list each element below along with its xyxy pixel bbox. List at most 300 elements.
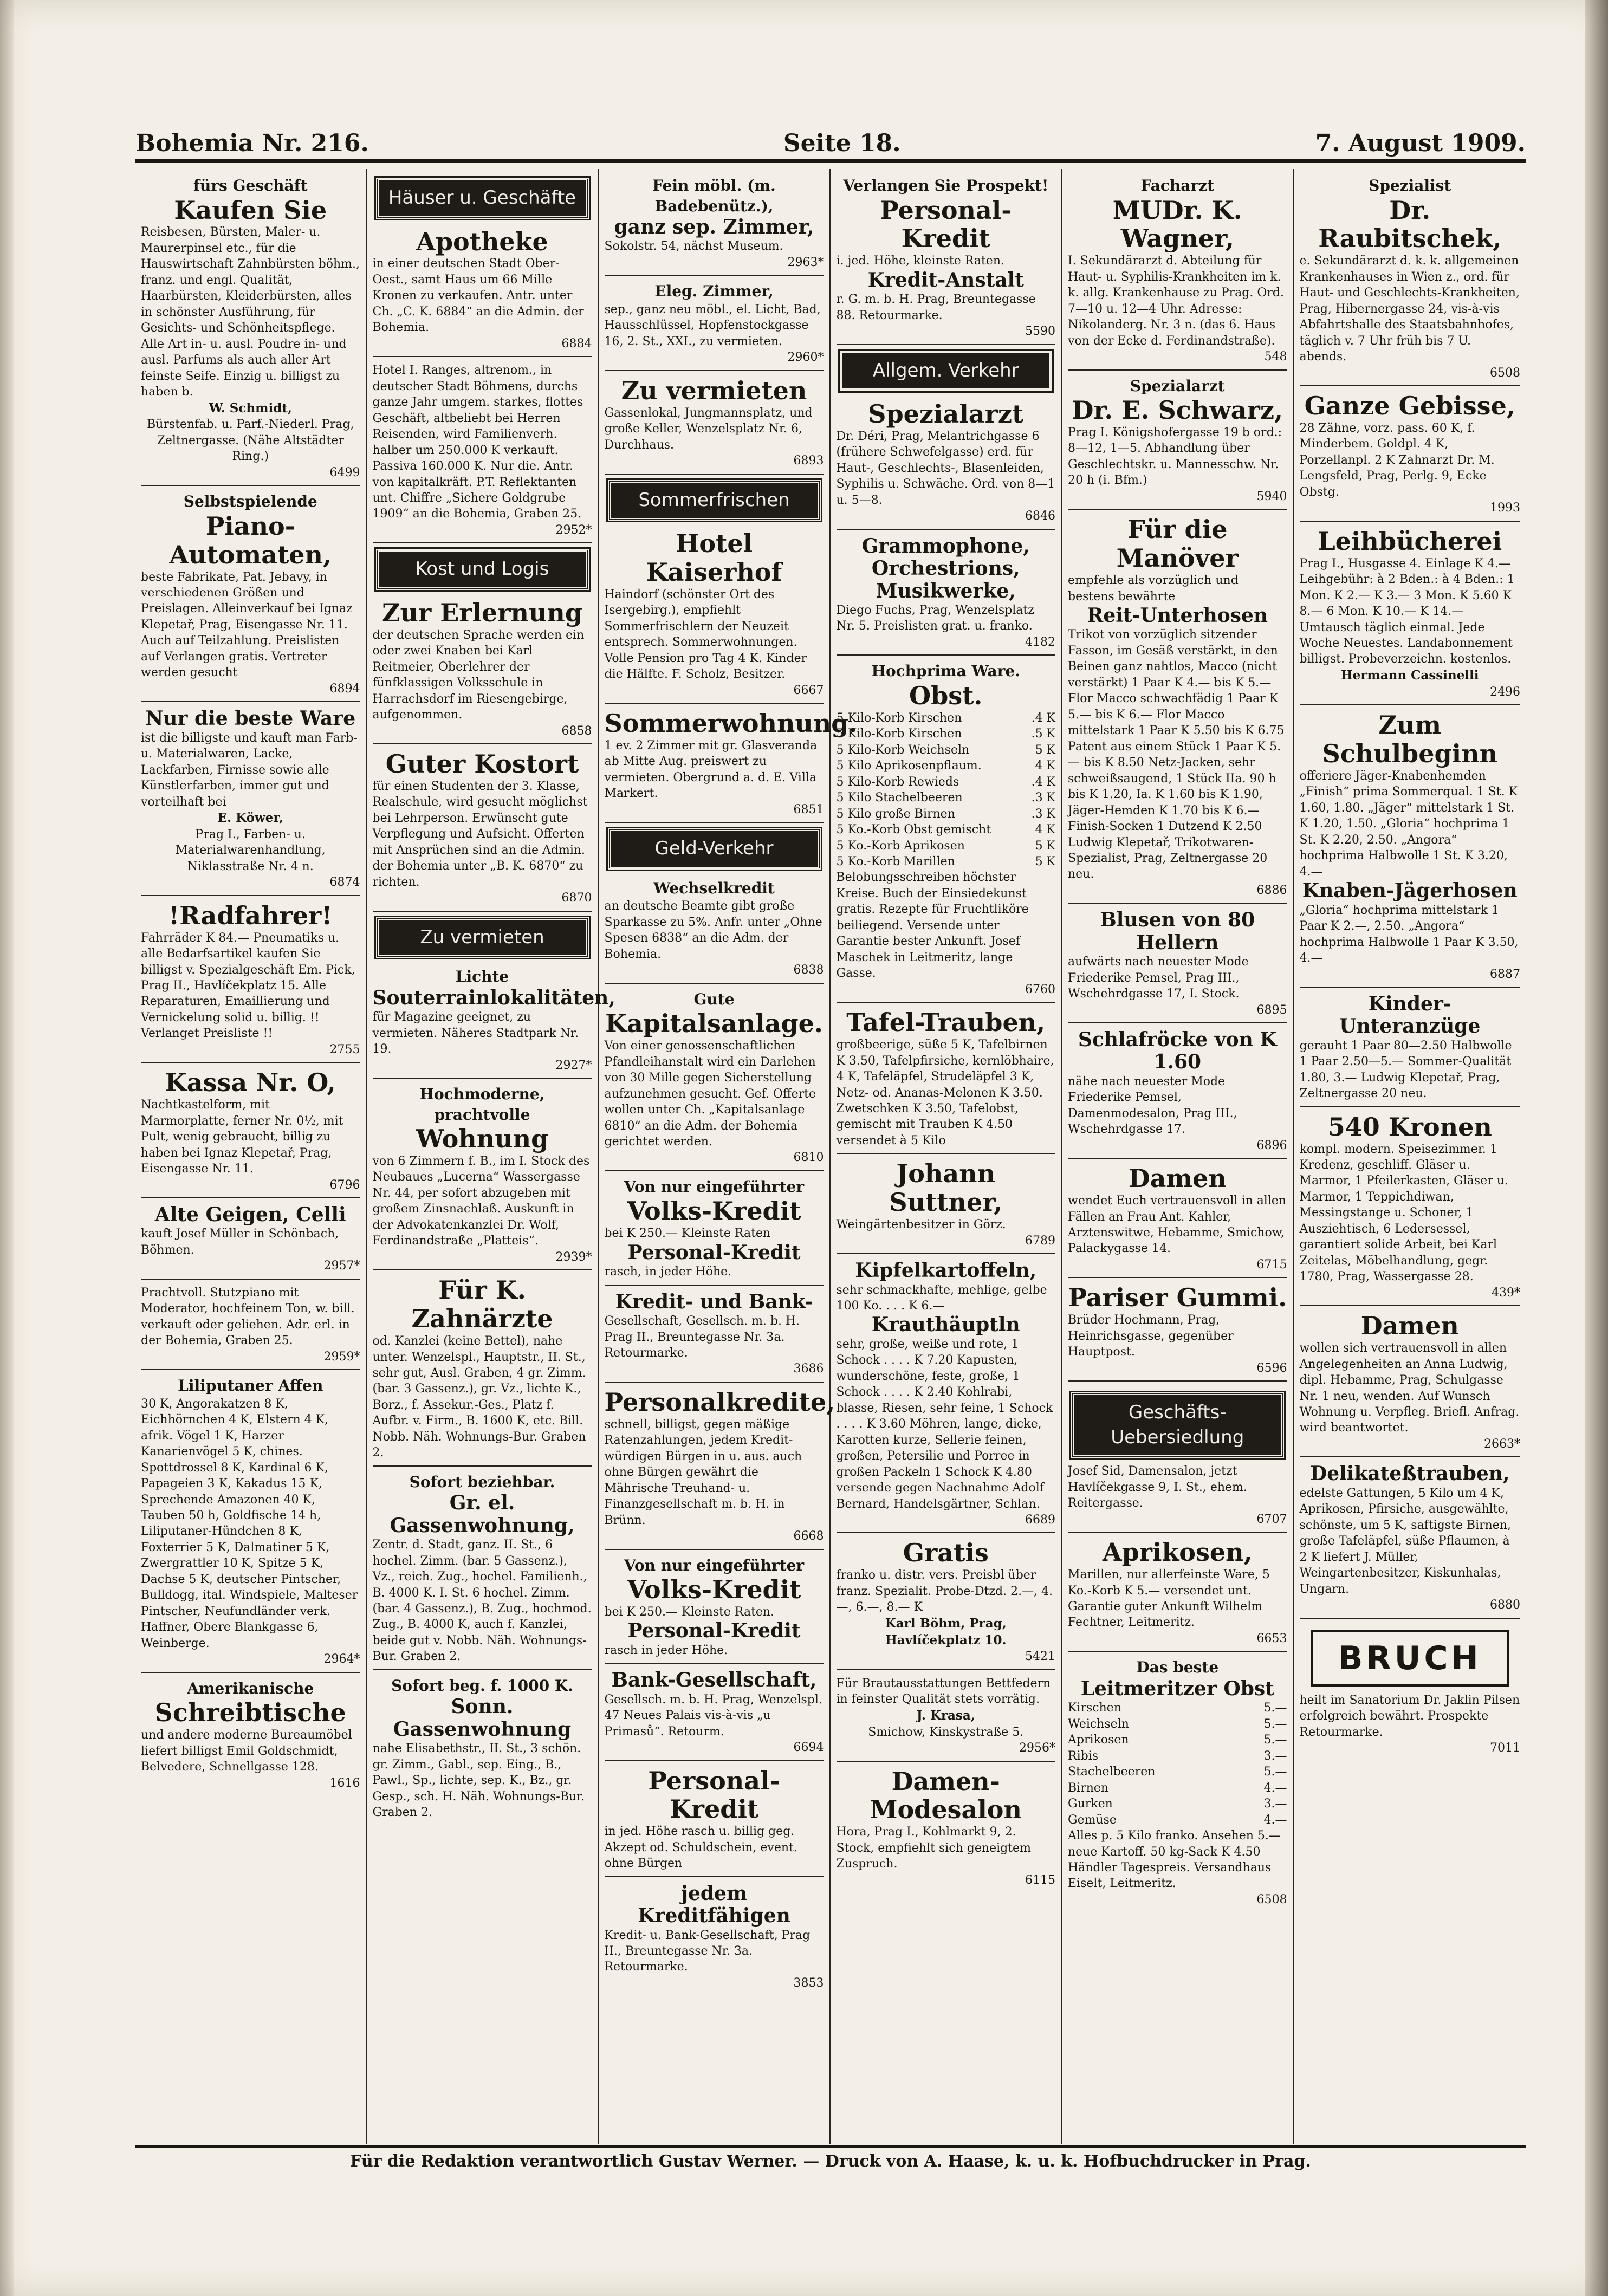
ad-number: 6893 — [793, 454, 824, 468]
ad-body: Reisbesen, Bürsten, Maler- u. Maurerpinsel etc., für die Hauswirtschaft Zahnbürsten böhm., franz. und engl. Qualität, Haarbürsten, Kleiderbürsten, alles in schönster Ausführung, für Gesichts- und Schönheitspflege. Alle Art in- u. ausl. Poudre in- und ausl. Parfums als auch aller Art feinste Seife. Einzig u. billigst zu haben b. — [141, 225, 360, 399]
ad-body: 1 ev. 2 Zimmer mit gr. Glasveranda ab Mitte Aug. preiswert zu vermieten. Obergrund a. d. E. Villa Markert. — [604, 739, 818, 801]
ad-headline: Zum Schulbeginn — [1322, 710, 1498, 769]
ad-body: nahe Elisabethstr., II. St., 3 schön. gr. Zimm., Gabl., sep. Eing., B., Pawl., Sp., lichte, sep. K., Bz., gr. Gesp., sch. H. Näh. Wohnungs-Bur. Graben 2. — [372, 1742, 585, 1820]
ad-headline: Personalkredite, — [604, 1387, 835, 1417]
ad-advertiser: W. Schmidt, — [209, 400, 292, 416]
price-row — [837, 710, 1056, 726]
classified-ad — [141, 1372, 360, 1672]
ad-subheadline: Krauthäuptln — [871, 1313, 1020, 1337]
ad-headline: Kredit- und Bank- — [615, 1290, 813, 1313]
ad-body: großbeerige, süße 5 K, Tafelbirnen K 3.50, Tafelpfirsiche, kernlöbhaire, 4 K, Tafeläpfel, Strudeläpfel 3 K, Netz- od. Ananas-Melonen K 3.50. Zwetschken K 3.50, Tafelobst, gemischt mit Trauben K 4.50 versendet à 5 Kilo — [836, 1038, 1054, 1147]
ad-body: Dr. Déri, Prag, Melantrichgasse 6 (frühere Schwefelgasse) erd. für Haut-, Geschlechts-, Blasenleiden, Syphilis u. Schwäche. Ord. von 8—1 u. 5—8. — [836, 430, 1055, 507]
ad-kicker: Sofort beziehbar. — [409, 1473, 555, 1491]
ad-body: der deutschen Sprache werden ein oder zwei Knaben bei Karl Reitmeier, Oberlehrer der fünfklassigen Volksschule in Harrachsdorf im Riesengebirge, aufgenommen. — [372, 628, 585, 722]
ad-number: 6880 — [1490, 1598, 1520, 1612]
ad-headline: Volks-Kredit — [627, 1196, 801, 1226]
classified-ad — [837, 1764, 1056, 1893]
column-5 — [1062, 169, 1294, 2144]
ad-headline: Tafel-Trauben, — [846, 1008, 1046, 1037]
classified-ad — [605, 172, 824, 276]
classified-ad — [1300, 1460, 1521, 1618]
classified-ad — [604, 1385, 835, 1550]
ad-number: 6846 — [1025, 509, 1055, 523]
ad-body: heilt im Sanatorium Dr. Jaklin Pilsen erfolgreich bewährt. Prospekte Retourmarke. — [1299, 1693, 1520, 1739]
ad-number: 6870 — [561, 891, 592, 905]
ad-body: Weingärtenbesitzer in Görz. — [836, 1218, 1006, 1232]
classified-ad — [1300, 1110, 1521, 1307]
classified-ad — [1300, 708, 1521, 988]
ad-body: Gesellschaft, Gesellsch. m. b. H. Prag II., Breuntegasse Nr. 3a. Retourmarke. — [604, 1314, 800, 1360]
ad-number: 6668 — [793, 1529, 824, 1543]
ad-body: Alles p. 5 Kilo franko. Ansehen 5.— neue Kartoff. 50 kg-Sack K 4.50 Händler Tagespreis. Versandhaus Eiselt, Leitmeritz. — [1068, 1829, 1281, 1891]
ad-body: Sokolstr. 54, nächst Museum. — [604, 239, 783, 254]
price-row — [1068, 1700, 1287, 1716]
price-row — [837, 806, 1056, 822]
ad-number: 6596 — [1256, 1361, 1287, 1375]
classified-ad — [1300, 1308, 1521, 1457]
classified-ad — [1068, 1535, 1287, 1652]
ad-subheadline: Kredit-Anstalt — [867, 268, 1024, 291]
ad-headline: Apotheke — [416, 226, 548, 256]
ad-headline: Aprikosen, — [1102, 1538, 1253, 1567]
ad-number: 2959* — [323, 1350, 360, 1364]
price-item: 5 Kilo große Birnen — [836, 807, 955, 821]
ad-body: Gesellsch. m. b. H. Prag, Wenzelspl. 47 Neues Palais vis-à-vis „u Primasů“. Retourm. — [604, 1692, 822, 1739]
ad-headline: Personal-Kredit — [880, 195, 1012, 254]
ad-number: 6508 — [1256, 1892, 1287, 1906]
ad-headline: Piano-Automaten, — [169, 511, 332, 569]
ad-number: 6760 — [1025, 982, 1055, 996]
section-header-box: Kost und Logis — [376, 549, 589, 590]
ad-body: kauft Josef Müller in Schönbach, Böhmen. — [141, 1227, 339, 1257]
ad-body: Von einer genossenschaftlichen Pfandleihanstalt wird ein Darlehen von 30 Mille gegen Sicherstellung aufzunehmen gesucht. Gef. Offerte wollen unter Ch. „Kapitalsanlage 6810“ an die Adm. der Bohemia gerichtet werden. — [604, 1039, 816, 1149]
classified-ad — [605, 373, 824, 475]
ad-body: Kredit- u. Bank-Gesellschaft, Prag II., Breuntegasse Nr. 3a. Retourmarke. — [604, 1928, 811, 1974]
price-value: .3 K — [1031, 807, 1055, 821]
classified-ad — [141, 1065, 360, 1198]
ad-number: 6884 — [561, 336, 592, 351]
ad-headline: Personal-Kredit — [648, 1766, 780, 1824]
ad-body: i. jed. Höhe, kleinste Raten. — [836, 254, 1004, 268]
ad-number: 6895 — [1256, 1003, 1287, 1017]
ad-headline: Dr. Raubitschek, — [1318, 195, 1502, 254]
footer-rule — [135, 2145, 1526, 2148]
classified-ad — [837, 1535, 1056, 1670]
column-3 — [599, 169, 858, 2144]
price-row — [1068, 1812, 1287, 1828]
ad-kicker: Das beste — [1136, 1658, 1219, 1677]
classified-ad — [1068, 512, 1287, 904]
ad-number: 439* — [1492, 1286, 1520, 1300]
price-item: Weichseln — [1068, 1717, 1129, 1731]
page-number: Seite 18. — [783, 129, 901, 157]
ad-body-2: rasch in jeder Höhe. — [604, 1643, 728, 1657]
ad-headline: Ganze Gebisse, — [1304, 391, 1515, 421]
ad-headline: Wohnung — [416, 1124, 549, 1154]
price-row — [1068, 1732, 1287, 1748]
ad-headline: ganz sep. Zimmer, — [614, 216, 814, 239]
ad-body: in jed. Höhe rasch u. billig geg. Akzept od. Schuldschein, event. ohne Bürgen — [604, 1825, 797, 1871]
ad-headline: jedem Kreditfähigen — [638, 1882, 790, 1928]
ad-body: und andere moderne Bureaumöbel liefert billigst Emil Goldschmidt, Belvedere, Schnellgasse 128. — [141, 1728, 352, 1774]
ad-body: I. Sekundärarzt d. Abteilung für Haut- u. Syphilis-Krankheiten im k. k. allg. Krankenhause zu Prag. Ord. 7—10 u. 12—4 Uhr. Adresse: Nikolanderg. Nr. 3 n. (das 6. Haus von der Ecke d. Ferdinandstraße). — [1068, 254, 1284, 348]
classified-ad — [1068, 1280, 1287, 1382]
classified-ad — [837, 658, 1056, 1003]
ad-body: schnell, billigst, gegen mäßige Ratenzahlungen, jedem Kredit-würdigen Bürgen in u. aus. auch ohne Bürgen gewährt die Mährische Treuhand- u. Finanzgesellschaft m. b. H. in Brünn. — [604, 1417, 802, 1527]
ad-headline: Volks-Kredit — [627, 1575, 801, 1605]
price-row — [1068, 1796, 1287, 1812]
price-row — [837, 726, 1056, 742]
ad-headline: Zu vermieten — [621, 375, 807, 405]
price-list — [837, 710, 1056, 870]
ad-number: 6838 — [793, 963, 824, 977]
ad-body: für Magazine geeignet, zu vermieten. Näheres Stadtpark Nr. 19. — [372, 1010, 579, 1056]
price-value: 3.— — [1263, 1749, 1287, 1763]
ad-headline: Leitmeritzer Obst — [1080, 1677, 1274, 1700]
classified-ad — [605, 1288, 824, 1383]
price-row — [837, 822, 1056, 838]
classified-ad — [1300, 1621, 1521, 1761]
classified-ad — [141, 898, 360, 1063]
ad-subheadline: Personal-Kredit — [627, 1619, 801, 1643]
ad-headline: Hotel Kaiserhof — [646, 529, 782, 587]
price-value: 4 K — [1035, 823, 1055, 837]
ad-body: bei K 250.— Kleinste Raten. — [604, 1605, 775, 1619]
ad-number: 2960* — [787, 351, 824, 365]
ad-headline: Damen — [1360, 1311, 1459, 1341]
scan-margin-left — [0, 0, 14, 2296]
ad-kicker: fürs Geschäft — [193, 177, 308, 194]
price-value: 4 K — [1035, 759, 1055, 773]
classified-ad — [605, 986, 824, 1171]
classified-ad — [1068, 1384, 1287, 1533]
price-item: 5 Ko.-Korb Aprikosen — [836, 839, 965, 853]
ad-body: edelste Gattungen, 5 Kilo um 4 K, Aprikosen, Pfirsiche, ausgewählte, schönste, um 5 K, saftigste Birnen, große Tafeläpfel, süße Pflaumen, à 2 K liefert J. Müller, Weingartenbesitzer, Kiskunhalas, Ungarn. — [1299, 1486, 1511, 1596]
ad-number: 6810 — [793, 1151, 824, 1165]
ad-number: 1993 — [1490, 501, 1520, 515]
issue-date: 7. August 1909. — [1315, 129, 1526, 157]
classified-ad — [141, 488, 360, 702]
price-item: Aprikosen — [1068, 1733, 1129, 1747]
section-header-box: Geld-Verkehr — [608, 828, 821, 870]
price-value: 5 K — [1035, 743, 1055, 757]
ad-advertiser: E. Köwer, — [217, 810, 283, 826]
ad-headline: MUDr. K. Wagner, — [1112, 195, 1242, 254]
ad-body: 28 Zähne, vorz. pass. 60 K, f. Minderbem. Goldpl. 4 K, Porzellanpl. 2 K Zahnarzt Dr. M. Lengsfeld, Prag, Perlg. 9, Ecke Obstg. — [1299, 421, 1495, 499]
ad-number: 2927* — [555, 1058, 592, 1072]
ad-number: 5940 — [1256, 489, 1287, 503]
classified-ad — [1300, 172, 1521, 386]
ad-body: Belobungsschreiben höchster Kreise. Buch der Einsiedekunst gratis. Rezepte für Fruchtliköre beiliegend. Versende unter Garantie bester Ankunft. Josef Maschek in Leitmeritz, lange Gasse. — [836, 871, 1029, 981]
ad-number: 6896 — [1256, 1138, 1287, 1152]
section-header-box: Zu vermieten — [376, 917, 589, 958]
ad-body: kompl. modern. Speisezimmer. 1 Kredenz, geschliff. Gläser u. Marmor, 1 Pfeilerkasten, Gläser u. Marmor, 1 Teppichdiwan, Messingstange u. Schoner, 1 Ausziehtisch, 6 Ledersessel, garantiert solide Arbeit, bei Karl Zeitelas, Möbelhandlung, gegr. 1780, Prag, Wassergasse 28. — [1299, 1142, 1508, 1284]
ad-headline: Kinder-Unteranzüge — [1339, 993, 1481, 1038]
ad-body: e. Sekundärarzt d. k. k. allgemeinen Krankenhauses in Wien z., ord. für Haut- und Geschlechts-Krankheiten, Prag, Hibernergasse 24, vis-à-vis Abfahrtshalle des Staatsbahnhofes, täglich v. 7 Uhr früh bis 7 U. abends. — [1299, 254, 1520, 364]
ad-headline: Delikateßtrauben, — [1309, 1462, 1510, 1486]
price-value: 5.— — [1263, 1765, 1287, 1779]
ad-body: 30 K, Angorakatzen 8 K, Eichhörnchen 4 K, Elstern 4 K, afrik. Vögel 1 K, Harzer Kanarienvögel 5 K, chines. Spottdrossel 8 K, Kardinal 6 K, Papageien 3 K, Kakadus 15 K, Sprechende Amazonen 40 K, Tauben 50 h, Goldfische 14 h, Liliputaner-Hündchen 8 K, Foxterrier 5 K, Dalmatiner 5 K, Zwergrattler 10 K, Spitze 5 K, Dachse 5 K, deutscher Pintscher, Bulldogg, ital. Windspiele, Malteser Pintscher, Neufundländer verk. Haffner, Obere Blankgasse 6, Weinberge. — [141, 1397, 358, 1650]
price-item: Birnen — [1068, 1781, 1109, 1795]
price-item: Stachelbeeren — [1068, 1765, 1156, 1779]
ad-body: sehr schmackhafte, mehlige, gelbe 100 Ko. . . . K 6.— — [836, 1283, 1047, 1313]
price-row — [1068, 1764, 1287, 1780]
ad-kicker: Spezialarzt — [1130, 377, 1225, 395]
ad-headline: Gratis — [903, 1538, 989, 1568]
price-list — [1068, 1700, 1287, 1828]
classified-ad — [837, 172, 1056, 345]
ad-number: 6851 — [793, 802, 824, 816]
price-item: 5 Kilo-Korb Weichseln — [836, 743, 970, 757]
classified-ad — [1068, 1654, 1287, 1912]
ad-body: Für Brautausstattungen Bettfedern in feinster Qualität stets vorrätig. — [836, 1676, 1051, 1707]
ad-body: empfehle als vorzüglich und bestens bewährte — [1068, 574, 1239, 604]
ad-kicker: Von nur eingeführter — [624, 1177, 805, 1196]
ad-headline: Kipfelkartoffeln, — [855, 1259, 1037, 1282]
ad-body-2: sehr, große, weiße und rote, 1 Schock . . . . K 7.20 Kapusten, wunderschöne, feste, große, 1 Schock . . . . K 2.40 Kohlrabi, blasse, Riesen, sehr feine, 1 Schock . . . . K 3.60 Möhren, lange, dicke, Karotten kurze, Sellerie feinen, großen, Petersilie und Porree in großen Packeln 1 Schock K 4.80 versende gegen Nachnahme Adolf Bernard, Handelsgärtner, Schlan. — [836, 1337, 1053, 1511]
ad-headline: Johann Suttner, — [889, 1159, 1003, 1217]
price-value: 5.— — [1263, 1733, 1287, 1747]
ad-body: Prachtvoll. Stutzpiano mit Moderator, hochfeinem Ton, w. bill. verkauft oder geliehen. Adr. erl. in der Bohemia, Graben 25. — [141, 1286, 355, 1348]
ad-number: 2496 — [1490, 685, 1520, 699]
ad-body-2: r. G. m. b. H. Prag, Breuntegasse 88. Retourmarke. — [836, 293, 1036, 322]
section-header-box: Allgem. Verkehr — [840, 351, 1053, 392]
ad-boxed-heading: Geschäfts-Uebersiedlung — [1071, 1392, 1284, 1458]
ad-body: Gassenlokal, Jungmannsplatz, und große Keller, Wenzelsplatz Nr. 6, Durchhaus. — [604, 406, 813, 452]
ad-kicker: Amerikanische — [187, 1679, 314, 1697]
ad-number: 2952* — [555, 523, 592, 537]
ad-body: aufwärts nach neuester Mode Friederike Pemsel, Prag III., Wschehrdgasse 17, I. Stock. — [1068, 955, 1249, 1001]
classified-ad — [141, 1675, 360, 1795]
scan-margin-right — [1585, 0, 1608, 2296]
classified-ad — [141, 1201, 360, 1280]
ad-headline: Blusen von 80 Hellern — [1100, 909, 1255, 954]
ad-body: Hora, Prag I., Kohlmarkt 9, 2. Stock, empfiehlt sich geneigtem Zuspruch. — [836, 1825, 1031, 1871]
ad-number: 5421 — [1025, 1650, 1055, 1664]
price-row — [837, 838, 1056, 854]
ad-number: 6115 — [1025, 1873, 1055, 1887]
ad-subheadline: Knaben-Jägerhosen — [1302, 879, 1518, 903]
ad-kicker: Facharzt — [1140, 177, 1215, 194]
ad-number: 2964* — [323, 1652, 360, 1666]
classified-ad — [373, 747, 592, 912]
price-value: .5 K — [1031, 727, 1055, 741]
ad-headline: Alte Geigen, Celli — [154, 1203, 346, 1227]
ad-number: 6887 — [1490, 967, 1520, 981]
ad-body: in einer deutschen Stadt Ober-Oest., samt Haus um 66 Mille Kronen zu verkaufen. Antr. unter Ch. „C. K. 6884“ an die Admin. der Bohemia. — [372, 257, 584, 335]
classified-ad — [373, 224, 592, 358]
ad-body: Brüder Hochmann, Prag, Heinrichsgasse, gegenüber Hauptpost. — [1068, 1313, 1234, 1359]
price-row — [837, 742, 1056, 758]
classified-ad — [373, 1273, 592, 1467]
price-row — [837, 774, 1056, 790]
ad-kicker: Verlangen Sie Prospekt! — [843, 177, 1049, 194]
classified-ad — [1068, 1026, 1287, 1159]
price-value: .4 K — [1031, 775, 1055, 789]
ad-advertiser: J. Krasa, — [916, 1708, 975, 1723]
ad-number: 6508 — [1490, 366, 1520, 380]
classified-ad — [837, 1005, 1056, 1154]
column-2 — [367, 169, 615, 2144]
classified-ad — [605, 1666, 824, 1761]
ad-kicker: Spezialist — [1369, 177, 1451, 194]
ad-number: 7011 — [1490, 1741, 1520, 1755]
ad-headline: 540 Kronen — [1327, 1112, 1492, 1141]
ad-body: Hotel I. Ranges, altrenom., in deutscher Stadt Böhmens, durchs ganze Jahr umgem. starkes, flottes Geschäft, altbeliebt bei Herren Reisenden, wird Familienverh. halber um 250.000 K verkauft. Passiva 160.000 K. Nur die. Antr. von kapitalkräft. P.T. Reflektanten unt. Chiffre „Sichere Goldgrube 1909“ an die Bohemia, Graben 25. — [372, 364, 583, 521]
classified-ad — [373, 1081, 592, 1270]
price-value: 4.— — [1263, 1813, 1287, 1827]
issue-number: Bohemia Nr. 216. — [135, 129, 369, 157]
price-row — [1068, 1716, 1287, 1732]
ad-headline: Nur die beste Ware — [145, 707, 356, 730]
classified-ad — [141, 1282, 360, 1370]
ad-number: 6715 — [1256, 1257, 1287, 1272]
ad-body: franko u. distr. vers. Preisbl über franz. Spezialit. Probe-Dtzd. 2.—, 4.—, 6.—, 8.— K — [836, 1568, 1053, 1614]
classified-ad — [605, 1552, 824, 1664]
section-header-box: Häuser u. Geschäfte — [376, 178, 589, 219]
ad-headline: Dr. E. Schwarz, — [1072, 395, 1283, 425]
section-header-box: Sommerfrischen — [608, 480, 821, 521]
ad-body: Prag I. Königshofergasse 19 b ord.: 8—12, 1—5. Abhandlung über Geschlechtskr. u. Mannesschw. Nr. 20 h (i. Bfm.) — [1068, 425, 1282, 488]
classified-ad — [1068, 373, 1287, 510]
classified-ad — [604, 706, 858, 823]
ad-body: Haindorf (schönster Ort des Isergebirg.), empfiehlt Sommerfrischlern der Neuzeit entsprech. Sommerwohnungen. Volle Pension pro Tag 4 K. Kinder die Hälfte. F. Scholz, Besitzer. — [604, 587, 807, 682]
ad-number: 5590 — [1025, 325, 1055, 339]
ad-number: 6796 — [329, 1178, 360, 1192]
header-rule — [135, 159, 1526, 163]
price-value: 4.— — [1263, 1781, 1287, 1795]
classified-ad — [372, 963, 615, 1079]
bruch-ad-frame — [1311, 1630, 1510, 1687]
price-row — [1068, 1748, 1287, 1764]
ad-headline: Schlafröcke von K 1.60 — [1078, 1028, 1277, 1074]
price-item: 5 Ko.-Korb Marillen — [836, 855, 955, 869]
ad-headline: Schreibtische — [154, 1698, 346, 1728]
ad-headline: Damen-Modesalon — [870, 1766, 1022, 1825]
price-item: Gurken — [1068, 1797, 1113, 1811]
ad-number: 2963* — [787, 255, 824, 269]
ad-address: Bürstenfab. u. Parf.-Niederl. Prag, Zeltnergasse. (Nähe Altstädter Ring.) — [147, 418, 354, 464]
ad-headline: Damen — [1128, 1164, 1227, 1194]
ad-subheadline: Personal-Kredit — [627, 1241, 801, 1264]
ad-kicker: Selbstspielende — [183, 492, 317, 511]
classified-ad — [1300, 388, 1521, 522]
ad-number: 2663* — [1484, 1437, 1520, 1451]
ad-kicker: Sofort beg. f. 1000 K. — [391, 1676, 573, 1695]
ad-number: 6689 — [1025, 1513, 1055, 1527]
classified-ad — [837, 532, 1056, 656]
price-value: 5.— — [1263, 1717, 1287, 1731]
ad-number: 6874 — [329, 875, 360, 890]
classified-ad — [373, 1469, 592, 1670]
ad-headline: Kapitalsanlage. — [605, 1009, 823, 1039]
ad-columns — [135, 169, 1526, 2144]
ad-headline: Pariser Gummi. — [1068, 1283, 1287, 1313]
ad-kicker: Liliputaner Affen — [178, 1377, 323, 1395]
classified-ad — [605, 278, 824, 371]
price-item: 5 Ko.-Korb Obst gemischt — [836, 823, 991, 837]
ad-body-2: Trikot von vorzüglich sitzender Fasson, im Gesäß verstärkt, in den Beinen ganz nahtlos, Macco (nicht verstärkt) 1 Paar K 4.— bis K 5.— Flor Macco schwachfädig 1 Paar K 5.— bis K 6.— Flor Macco mittelstark 1 Paar K 5.50 bis K 6.75 Patent aus einem Stück 1 Paar K 5.— bis K 8.50 Netz-Jacken, sehr schweißsaugend, 1 Stück IIa. 90 h bis K 1.20, Ia. K 1.60 bis K 1.90, Jäger-Hemden K 1.70 bis K 6.— Finish-Socken 1 Dutzend K 2.50 Ludwig Klepetař, Trikotwaren-Spezialist, Prag, Zeltnergasse 20 neu. — [1068, 628, 1285, 881]
bruch-title: BRUCH — [1338, 1639, 1482, 1677]
ad-number: 6667 — [793, 683, 824, 697]
classified-ad — [373, 595, 592, 744]
ad-kicker: Gute — [693, 990, 735, 1008]
price-value: 5 K — [1035, 839, 1055, 853]
classified-ad — [605, 1879, 824, 1996]
ad-address: Prag I., Farben- u. Materialwarenhandlung, Niklasstraße Nr. 4 n. — [175, 827, 326, 873]
ad-headline: Grammophone, Orchestrions, Musikwerke, — [861, 534, 1030, 602]
ad-headline: Obst. — [909, 680, 983, 710]
price-row — [837, 790, 1056, 806]
ad-body: sep., ganz neu möbl., el. Licht, Bad, Hausschlüssel, Hopfenstockgasse 16, 2. St., XXI., zu vermieten. — [604, 302, 821, 348]
classified-ad — [1300, 524, 1521, 705]
ad-headline: Zur Erlernung — [381, 598, 583, 627]
price-item: 5 Kilo-Korb Rewieds — [836, 775, 959, 789]
classified-ad — [141, 704, 360, 896]
price-item: 5 Kilo Aprikosenpflaum. — [836, 759, 982, 773]
ad-headline: Sonn. Gassenwohnung — [393, 1695, 572, 1741]
ad-body: für einen Studenten der 3. Klasse, Realschule, wird gesucht möglichst bei Lehrperson. Erwünscht gute Verpflegung und Aufsicht. Offerten mit Ansprüchen sind an die Admin. der Bohemia unter „B. K. 6870“ zu richten. — [372, 780, 588, 889]
ad-headline: Bank-Gesellschaft, — [611, 1669, 817, 1692]
column-4 — [831, 169, 1063, 2144]
ad-headline: Spezialarzt — [868, 399, 1024, 429]
column-6 — [1294, 169, 1526, 2144]
classified-ad — [837, 1672, 1056, 1762]
ad-body: Marillen, nur allerfeinste Ware, 5 Ko.-Korb K 5.— versendet unt. Garantie guter Ankunft Wilhelm Fechtner, Leitmeritz. — [1068, 1568, 1270, 1630]
price-value: 3.— — [1263, 1797, 1287, 1811]
price-value: 5.— — [1263, 1701, 1287, 1715]
ad-kicker: Von nur eingeführter — [624, 1556, 805, 1574]
ad-body: Josef Sid, Damensalon, jetzt Havlíčekgasse 9, I. St., ehem. Reitergasse. — [1068, 1464, 1247, 1510]
ad-advertiser: Hermann Cassinelli — [1340, 667, 1479, 683]
ad-number: 4182 — [1025, 635, 1055, 649]
ad-body: od. Kanzlei (keine Bettel), nahe unter. Wenzelspl., Hauptstr., II. St., sehr gut, Ausl. Graben, 4 gr. Zimm. (bar. 3 Gassenz.), gr. Vz., lichte K., Borz., f. Assekur.-Ges., Platz f. Aufbr. v. Firm., B. 1600 K, etc. Bill. Nobb. Näh. Wohnungs-Bur. Graben 2. — [372, 1334, 586, 1460]
ad-number: 548 — [1264, 350, 1287, 364]
price-value: 5 K — [1035, 855, 1055, 869]
classified-ad — [605, 1173, 824, 1286]
classified-ad — [1068, 1161, 1287, 1278]
classified-ad — [1068, 172, 1287, 371]
ad-address: Smichow, Kinskystraße 5. — [868, 1725, 1024, 1739]
ad-body: Diego Fuchs, Prag, Wenzelsplatz Nr. 5. Preislisten grat. u. franko. — [836, 603, 1034, 633]
classified-ad — [605, 526, 824, 704]
ad-headline: Für K. Zahnärzte — [411, 1275, 553, 1334]
price-item: 5 Kilo-Korb Kirschen — [836, 727, 962, 741]
price-value: .4 K — [1031, 711, 1055, 725]
ad-headline: Gr. el. Gassenwohnung, — [390, 1491, 575, 1537]
price-row — [837, 758, 1056, 774]
classified-ad — [605, 1763, 824, 1877]
ad-body: ist die billigste und kauft man Farb- u. Materialwaren, Lacke, Lackfarben, Firnisse sowie alle Künstlerfarben, immer gut und vorteilhaft bei — [141, 731, 358, 809]
ad-kicker: Lichte — [455, 968, 509, 986]
ad-headline: Leihbücherei — [1318, 526, 1502, 556]
classified-ad — [373, 1672, 592, 1825]
price-item: Ribis — [1068, 1749, 1099, 1763]
ad-advertiser: Karl Böhm, Prag, Havlíčekplatz 10. — [885, 1616, 1007, 1648]
price-row — [1068, 1780, 1287, 1796]
ad-number: 3853 — [793, 1976, 824, 1990]
ad-kicker: Hochmoderne, prachtvolle — [419, 1085, 545, 1124]
ad-body: wendet Euch vertrauensvoll in allen Fällen an Frau Ant. Kahler, Arztenswitwe, Hebamme, Smichow, Palackygasse 14. — [1068, 1194, 1287, 1256]
ad-number: 3686 — [793, 1362, 824, 1376]
ad-body: offeriere Jäger-Knabenhemden „Finish“ prima Sommerqual. 1 St. K 1.60, 1.80. „Jäger“ mittelstark 1 St. K 1.20, 1.50. „Gloria“ hochprima 1 St. K 2.20, 2.50. „Angora“ hochprima Halbwolle 1 St. K 3.20, 4.— — [1299, 769, 1518, 879]
ad-body: von 6 Zimmern f. B., im I. Stock des Neubaues „Lucerna“ Wassergasse Nr. 44, per sofort abzugeben mit großem Zinsnachlaß. Auskunft in der Advokatenkanzlei Dr. Wolf, Ferdinandstraße „Platteis“. — [372, 1155, 590, 1248]
ad-number: 6894 — [329, 682, 360, 696]
ad-number: 6886 — [1256, 883, 1287, 897]
ad-headline: Sommerwohnung. — [604, 709, 858, 738]
ad-number: 1616 — [329, 1776, 360, 1790]
ad-body: beste Fabrikate, Pat. Jebavy, in verschiedenen Größen und Preislagen. Alleinverkauf bei Ignaz Klepetař, Prag, Eisengasse Nr. 11. Auch auf Teilzahlung. Preislisten auf Verlangen gratis. Vertreter werden gesucht — [141, 570, 353, 680]
